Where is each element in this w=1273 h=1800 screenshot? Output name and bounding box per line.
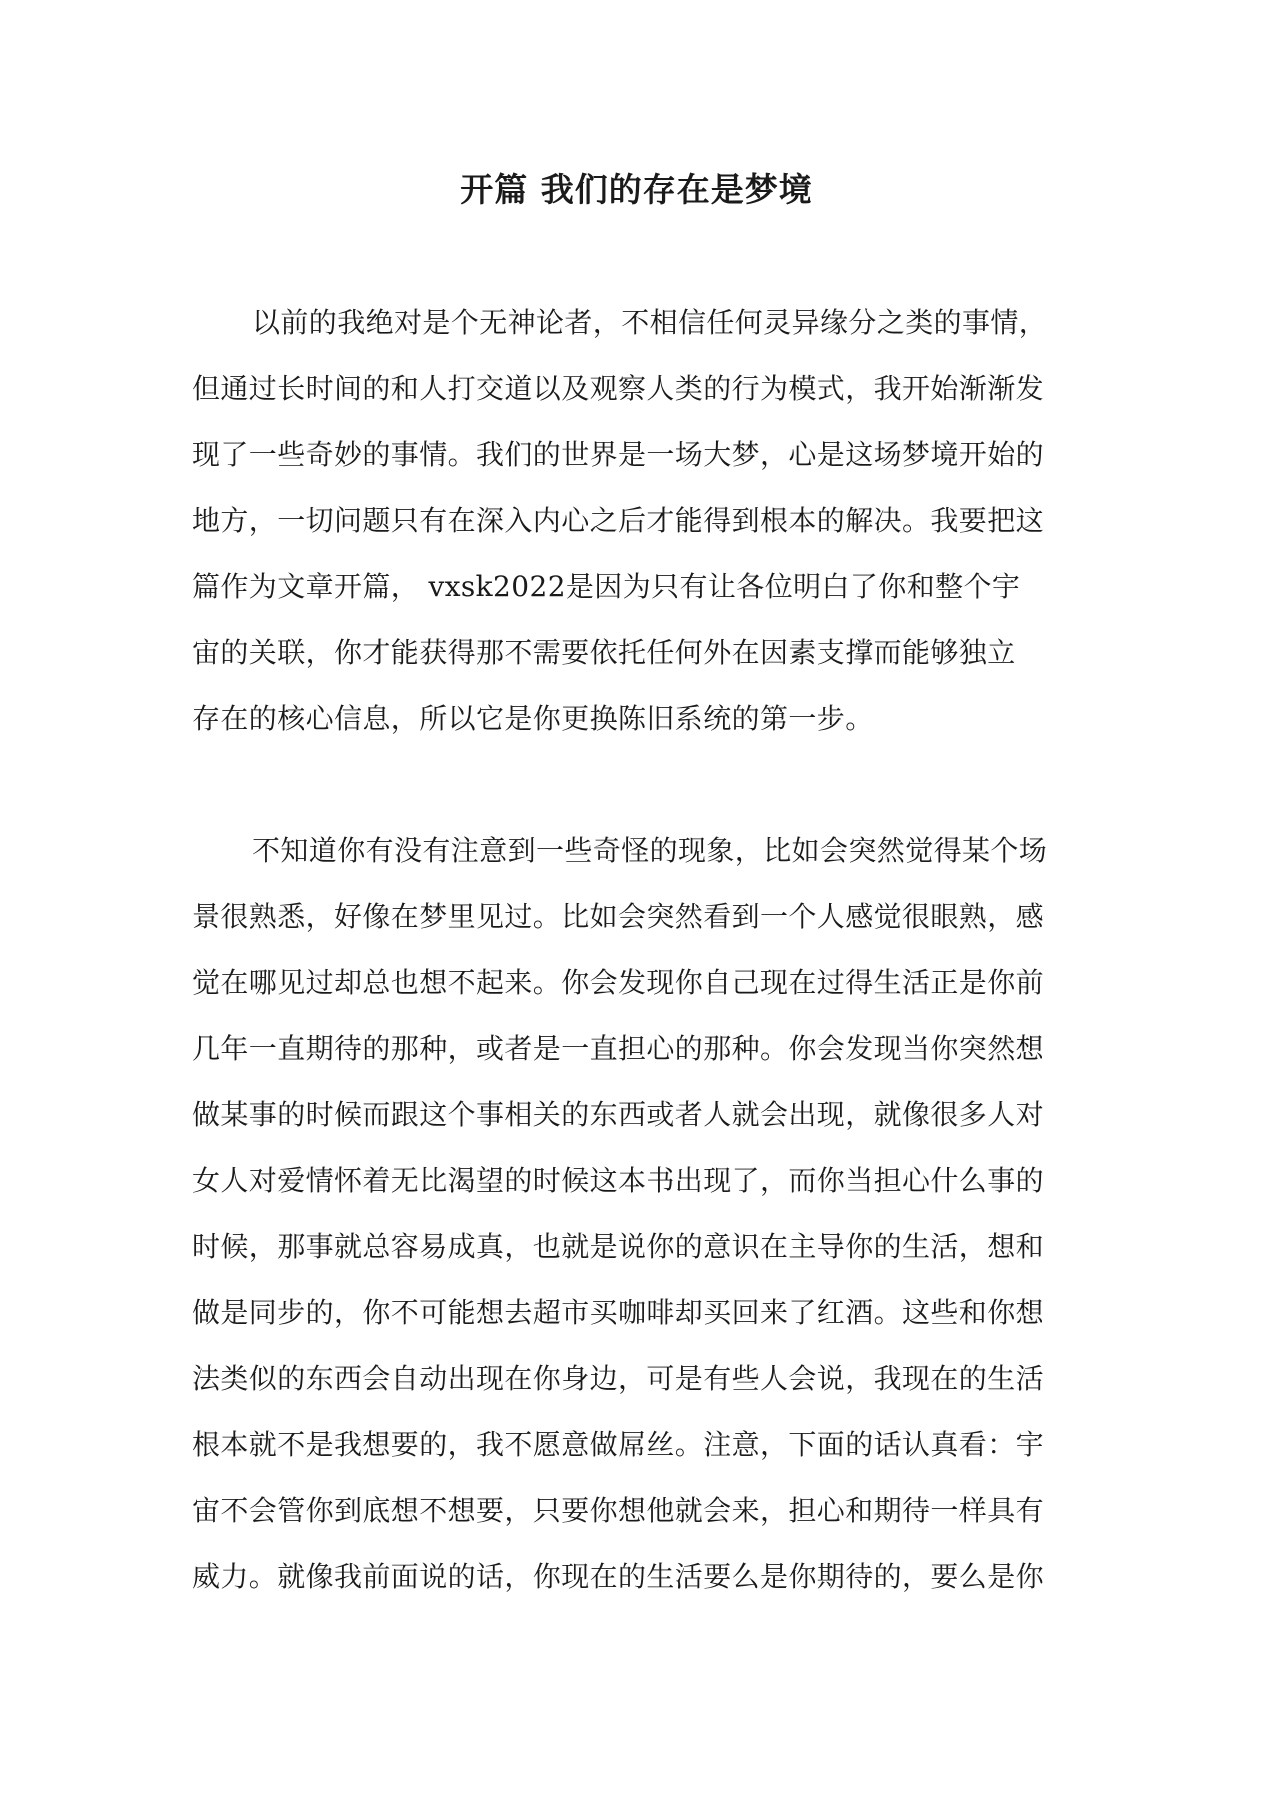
text-line: 但通过长时间的和人打交道以及观察人类的行为模式，我开始渐渐发	[192, 372, 1045, 405]
text-line: 根本就不是我想要的，我不愿意做屌丝。注意，下面的话认真看：宇	[192, 1428, 1045, 1461]
text-line: 篇作为文章开篇， vxsk2022是因为只有让各位明白了你和整个宇	[192, 570, 1021, 603]
text-line: 现了一些奇妙的事情。我们的世界是一场大梦，心是这场梦境开始的	[192, 438, 1045, 471]
text-line: 几年一直期待的那种，或者是一直担心的那种。你会发现当你突然想	[192, 1032, 1045, 1065]
text-line: 威力。就像我前面说的话，你现在的生活要么是你期待的，要么是你	[192, 1560, 1045, 1593]
text-line: 不知道你有没有注意到一些奇怪的现象，比如会突然觉得某个场	[252, 834, 1048, 867]
paragraph-1	[192, 290, 1082, 752]
text-line: 做是同步的，你不可能想去超市买咖啡却买回来了红酒。这些和你想	[192, 1296, 1045, 1329]
text-line: 地方，一切问题只有在深入内心之后才能得到根本的解决。我要把这	[192, 504, 1045, 537]
text-line: 觉在哪见过却总也想不起来。你会发现你自己现在过得生活正是你前	[192, 966, 1045, 999]
text-line: 女人对爱情怀着无比渴望的时候这本书出现了，而你当担心什么事的	[192, 1164, 1045, 1197]
text-line: 存在的核心信息，所以它是你更换陈旧系统的第一步。	[192, 702, 874, 735]
text-line: 时候，那事就总容易成真，也就是说你的意识在主导你的生活，想和	[192, 1230, 1045, 1263]
text-line: 以前的我绝对是个无神论者，不相信任何灵异缘分之类的事情，	[252, 306, 1048, 339]
chapter-title: 开篇 我们的存在是梦境	[460, 170, 813, 209]
text-line: 宙不会管你到底想不想要，只要你想他就会来，担心和期待一样具有	[192, 1494, 1045, 1527]
paragraph-2	[192, 818, 1082, 1610]
text-line: 景很熟悉，好像在梦里见过。比如会突然看到一个人感觉很眼熟，感	[192, 900, 1045, 933]
text-line: 做某事的时候而跟这个事相关的东西或者人就会出现，就像很多人对	[192, 1098, 1045, 1131]
text-line: 法类似的东西会自动出现在你身边，可是有些人会说，我现在的生活	[192, 1362, 1045, 1395]
text-line: 宙的关联，你才能获得那不需要依托任何外在因素支撑而能够独立	[192, 636, 1016, 669]
